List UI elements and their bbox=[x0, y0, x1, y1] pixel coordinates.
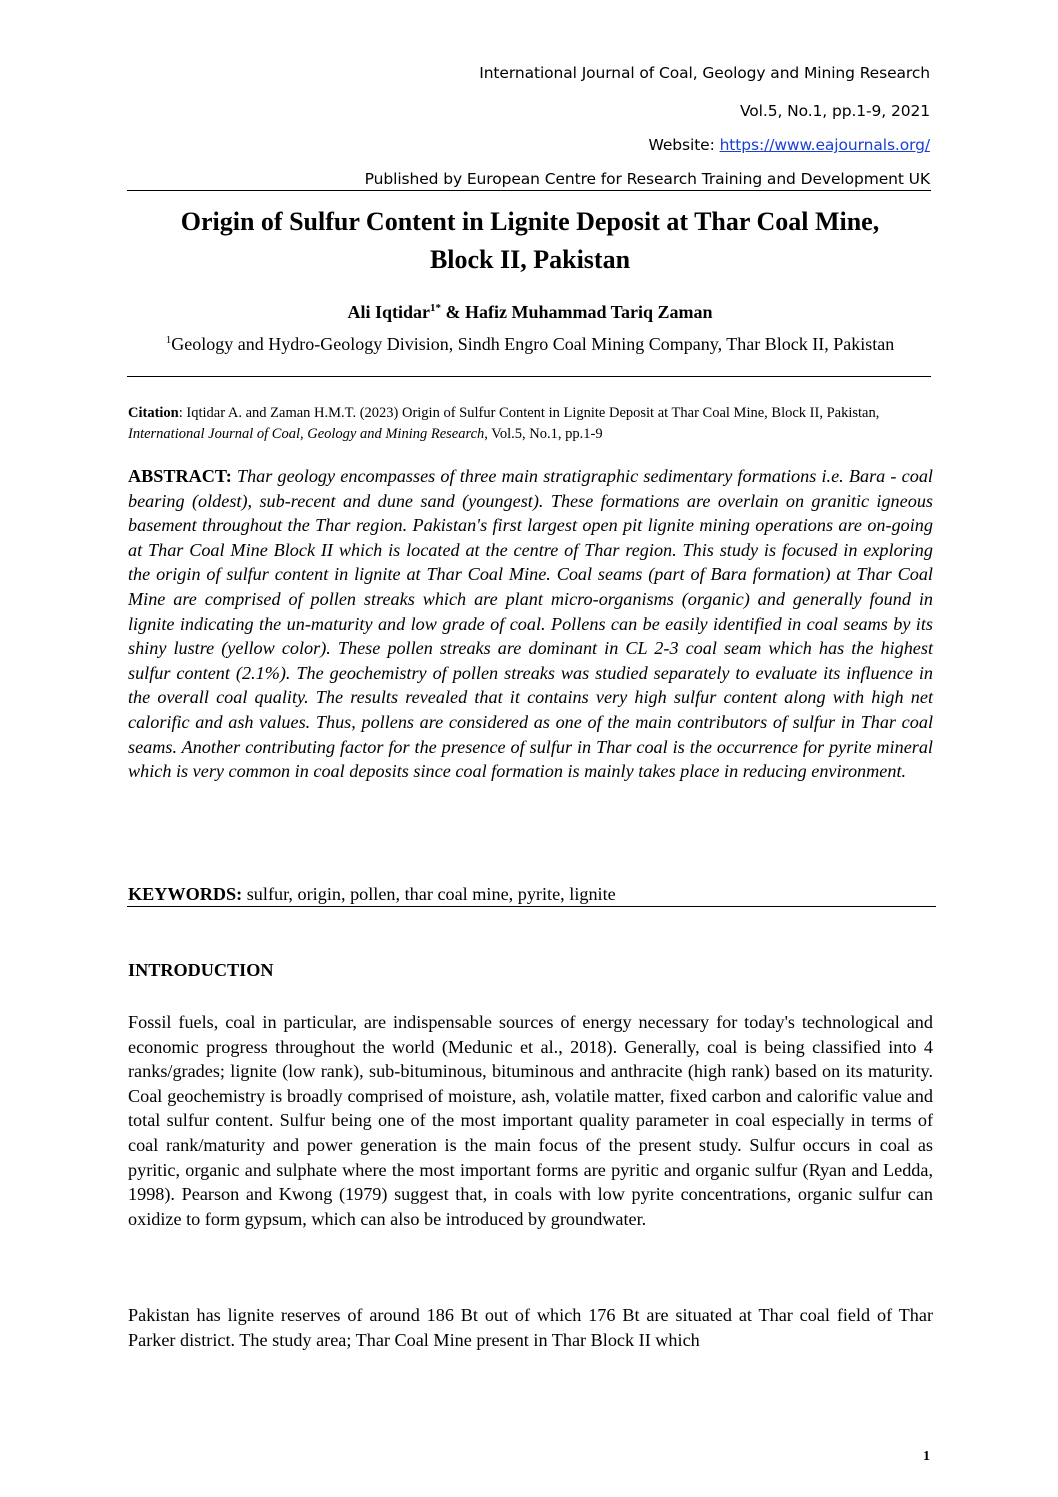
citation-details: , Vol.5, No.1, pp.1-9 bbox=[484, 426, 603, 442]
website-line bbox=[649, 136, 930, 154]
abstract-text: Thar geology encompasses of three main stratigraphic sedimentary formations i.e. Bara - coal bearing (oldest), sub-recent and dune sand (youngest). These formations are overlain on granitic igneous basement throughout the Thar region. Pakistan's first largest open pit lignite mining operations are on-going at Thar Coal Mine Block II which is located at the centre of Thar region. This study is focused in exploring the origin of sulfur content in lignite at Thar Coal Mine. Coal seams (part of Bara formation) at Thar Coal Mine are comprised of pollen streaks which are plant micro-organisms (organic) and generally found in lignite indicating the un-maturity and low grade of coal. Pollens can be easily identified in coal seams by its shiny lustre (yellow color). These pollen streaks are dominant in CL 2-3 coal seam which has the highest sulfur content (2.1%). The geochemistry of pollen streaks was studied separately to evaluate its influence in the overall coal quality. The results revealed that it contains very high sulfur content along with high net calorific and ash values. Thus, pollens are considered as one of the main contributors of sulfur in Thar coal seams. Another contributing factor for the presence of sulfur in Thar coal is the occurrence for pyrite mineral which is very common in coal deposits since coal formation is mainly takes place in reducing environment. bbox=[128, 466, 933, 782]
keywords-text: sulfur, origin, pollen, thar coal mine, pyrite, lignite bbox=[242, 884, 616, 904]
header-divider bbox=[127, 190, 931, 191]
citation-text: : Iqtidar A. and Zaman H.M.T. (2023) Origin of Sulfur Content in Lignite Deposit at Thar Coal Mine, Block II, Pakistan, bbox=[178, 405, 880, 421]
abstract-label: ABSTRACT: bbox=[128, 466, 232, 486]
affiliation-superscript: 1 bbox=[165, 334, 172, 346]
affiliation-divider bbox=[127, 376, 931, 377]
affiliation-text: Geology and Hydro-Geology Division, Sindh Engro Coal Mining Company, Thar Block II, Pakistan bbox=[171, 334, 895, 354]
abstract bbox=[128, 464, 933, 784]
journal-name: International Journal of Coal, Geology and Mining Research bbox=[479, 64, 930, 82]
keywords-divider bbox=[127, 906, 936, 907]
citation-label: Citation bbox=[128, 405, 179, 421]
keywords-label: KEYWORDS: bbox=[128, 884, 243, 904]
author-1-superscript: 1* bbox=[429, 302, 441, 314]
website-link[interactable]: https://www.eajournals.org/ bbox=[719, 136, 930, 154]
title-line-1: Origin of Sulfur Content in Lignite Deposit at Thar Coal Mine, bbox=[180, 207, 880, 236]
volume-info: Vol.5, No.1, pp.1-9, 2021 bbox=[739, 102, 930, 120]
title-line-2: Block II, Pakistan bbox=[429, 245, 631, 274]
keywords bbox=[128, 884, 933, 905]
publisher-line: Published by European Centre for Research Training and Development UK bbox=[364, 170, 930, 188]
citation-journal: International Journal of Coal, Geology and Mining Research bbox=[128, 426, 485, 442]
citation bbox=[128, 403, 933, 445]
introduction-paragraph-1: Fossil fuels, coal in particular, are indispensable sources of energy necessary for today's technological and economic progress throughout the world (Medunic et al., 2018). Generally, coal is being classified into 4 ranks/grades; lignite (low rank), sub-bituminous, bituminous and anthracite (high rank) based on its maturity. Coal geochemistry is broadly comprised of moisture, ash, volatile matter, fixed carbon and calorific value and total sulfur content. Sulfur being one of the most important quality parameter in coal especially in terms of coal rank/maturity and power generation is the main focus of the present study. Sulfur occurs in coal as pyritic, organic and sulphate where the most important forms are pyritic and organic sulfur (Ryan and Ledda, 1998). Pearson and Kwong (1979) suggest that, in coals with low pyrite concentrations, organic sulfur can oxidize to form gypsum, which can also be introduced by groundwater. bbox=[128, 1012, 933, 1229]
author-separator: & bbox=[440, 302, 465, 322]
introduction-paragraph-2: Pakistan has lignite reserves of around 186 Bt out of which 176 Bt are situated at Thar coal field of Thar Parker district. The study area; Thar Coal Mine present in Thar Block II which bbox=[128, 1305, 933, 1350]
affiliation bbox=[120, 328, 940, 357]
authors bbox=[120, 302, 940, 323]
introduction-heading: INTRODUCTION bbox=[128, 960, 274, 980]
paper-title bbox=[120, 203, 940, 279]
author-1: Ali Iqtidar bbox=[347, 302, 430, 322]
author-2: Hafiz Muhammad Tariq Zaman bbox=[464, 302, 713, 322]
page-number: 1 bbox=[923, 1449, 930, 1464]
website-label: Website: bbox=[648, 136, 715, 154]
